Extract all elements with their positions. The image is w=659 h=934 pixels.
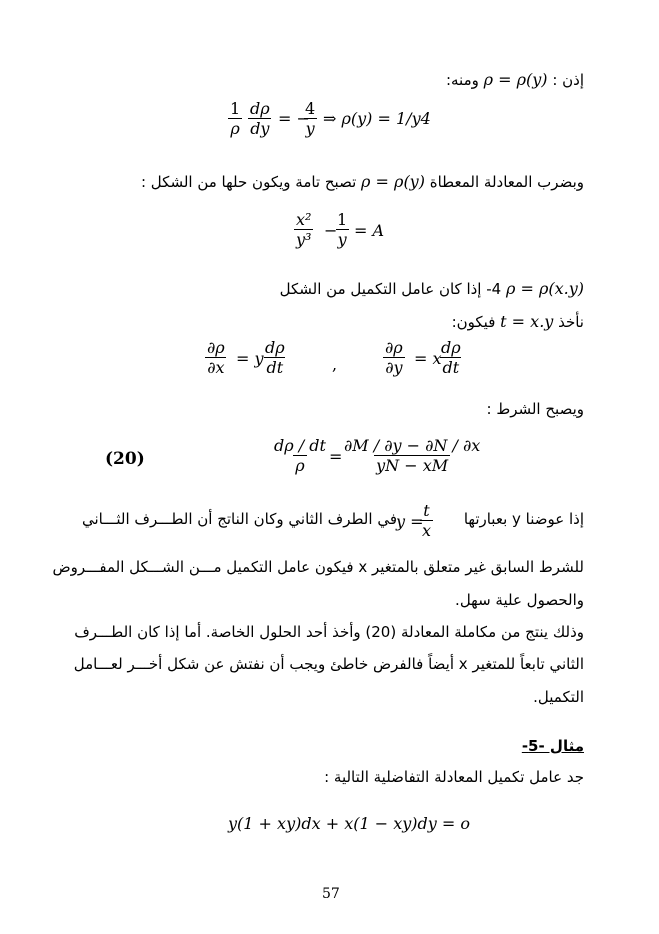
eq4-label: (20) bbox=[105, 449, 145, 469]
equation-5: y(1 + xy)dx + x(1 − xy)dy = o bbox=[228, 814, 471, 833]
p1-part-a: إذا عوضنا y بعبارتها bbox=[463, 510, 584, 528]
p1-frac-den: x bbox=[422, 521, 432, 540]
eq4-right-num: ∂M / ∂y − ∂N / ∂x bbox=[344, 436, 481, 455]
p1-frac-num: t bbox=[423, 501, 430, 520]
line-3 bbox=[280, 279, 584, 298]
example-title: مثال -5- bbox=[521, 737, 584, 755]
line-3-math: ρ = ρ(x.y) bbox=[505, 279, 584, 298]
eq2-frac-a-den: y³ bbox=[296, 230, 312, 249]
eq2-frac-b-num: 1 bbox=[337, 210, 348, 229]
eq4-right-frac bbox=[342, 436, 482, 475]
line-2-text: وبضرب المعادلة المعطاة bbox=[429, 173, 584, 191]
line-2 bbox=[141, 172, 584, 191]
page-number: 57 bbox=[322, 886, 340, 902]
eq3-left-frac2 bbox=[263, 338, 287, 377]
eq3-left2-num: dρ bbox=[265, 338, 285, 357]
line-4-text: نأخذ bbox=[558, 313, 584, 331]
eq3-comma: , bbox=[332, 355, 338, 374]
line-2-tail: تصبح تامة ويكون حلها من الشكل : bbox=[140, 173, 357, 191]
eq3-left-num: ∂ρ bbox=[207, 338, 225, 357]
line-1 bbox=[446, 70, 584, 89]
eq2-frac-a bbox=[294, 210, 313, 249]
eq1-result: ⇒ ρ(y) = 1/y4 bbox=[323, 109, 431, 128]
line-4 bbox=[452, 312, 584, 331]
eq1-frac-a bbox=[228, 99, 242, 138]
eq3-right2-num: dρ bbox=[441, 338, 461, 357]
eq2-frac-b-den: y bbox=[337, 230, 347, 249]
eq3-right-frac bbox=[383, 338, 405, 377]
eq1-frac-a-den: ρ bbox=[230, 119, 240, 138]
eq3-left-frac bbox=[205, 338, 227, 377]
eq3-right-num: ∂ρ bbox=[385, 338, 403, 357]
paragraph-5-line: الثاني تابعاً للمتغير x أيضاً فالفرض خاطئ ويجب أن نفتش عن شكل أخـــر لعـــامل bbox=[73, 655, 584, 673]
paragraph-6-line: التكميل. bbox=[533, 688, 584, 706]
paragraph-3-line: والحصول علية سهل. bbox=[455, 591, 584, 609]
eq1-frac-a-num: 1 bbox=[230, 99, 241, 118]
eq1-equals: = − bbox=[278, 109, 310, 128]
eq1-frac-b-num: dρ bbox=[250, 99, 270, 118]
eq3-right2-den: dt bbox=[442, 358, 460, 377]
eq3-right-frac2 bbox=[439, 338, 463, 377]
paragraph-4-line: وذلك ينتج من مكاملة المعادلة (20) وأخذ أحد الحلول الخاصة. أما إذا كان الطـــرف bbox=[74, 623, 584, 641]
p1-part-b: في الطرف الثاني وكان الناتج أن الطـــرف الثـــاني bbox=[81, 510, 397, 528]
eq4-equals: = bbox=[329, 447, 343, 466]
p1-frac bbox=[420, 501, 433, 540]
example-text: جد عامل تكميل المعادلة التفاضلية التالية : bbox=[324, 768, 584, 786]
p1-math: y = bbox=[396, 512, 424, 531]
eq4-left-num: dρ / dt bbox=[274, 436, 326, 455]
line-1-text: إذن : bbox=[547, 71, 584, 89]
eq3-left-mid: = y bbox=[236, 349, 264, 368]
line-5-text: ويصبح الشرط : bbox=[486, 400, 584, 418]
line-3-text: 4- إذا كان عامل التكميل من الشكل bbox=[279, 280, 502, 298]
line-4-tail: فيكون: bbox=[451, 313, 496, 331]
eq1-frac-c-den: y bbox=[305, 119, 315, 138]
line-5 bbox=[487, 400, 585, 418]
eq1-frac-b-den: dy bbox=[250, 119, 270, 138]
eq3-right-mid: = x bbox=[414, 349, 442, 368]
line-2-math: ρ = ρ(y) bbox=[361, 172, 425, 191]
eq3-left-den: ∂x bbox=[207, 358, 225, 377]
line-1-tail: ومنه: bbox=[445, 71, 484, 89]
eq4-right-den: yN − xM bbox=[376, 456, 449, 475]
eq1-frac-c bbox=[303, 99, 317, 138]
eq2-minus: − bbox=[324, 221, 338, 240]
eq4-left-frac bbox=[272, 436, 328, 475]
eq3-right-den: ∂y bbox=[385, 358, 403, 377]
eq1-frac-b bbox=[248, 99, 272, 138]
eq1-frac-c-num: 4 bbox=[305, 99, 316, 118]
paragraph-2-line: للشرط السابق غير متعلق بالمتغير x فيكون عامل التكميل مـــن الشـــكل المفـــروض bbox=[52, 558, 584, 576]
eq4-left-den: ρ bbox=[295, 456, 305, 475]
eq2-rhs: = A bbox=[354, 221, 385, 240]
eq2-frac-b bbox=[335, 210, 349, 249]
eq3-left2-den: dt bbox=[266, 358, 284, 377]
eq2-frac-a-num: x² bbox=[296, 210, 312, 229]
line-4-math: t = x.y bbox=[500, 312, 554, 331]
line-1-math: ρ = ρ(y) bbox=[483, 70, 548, 89]
